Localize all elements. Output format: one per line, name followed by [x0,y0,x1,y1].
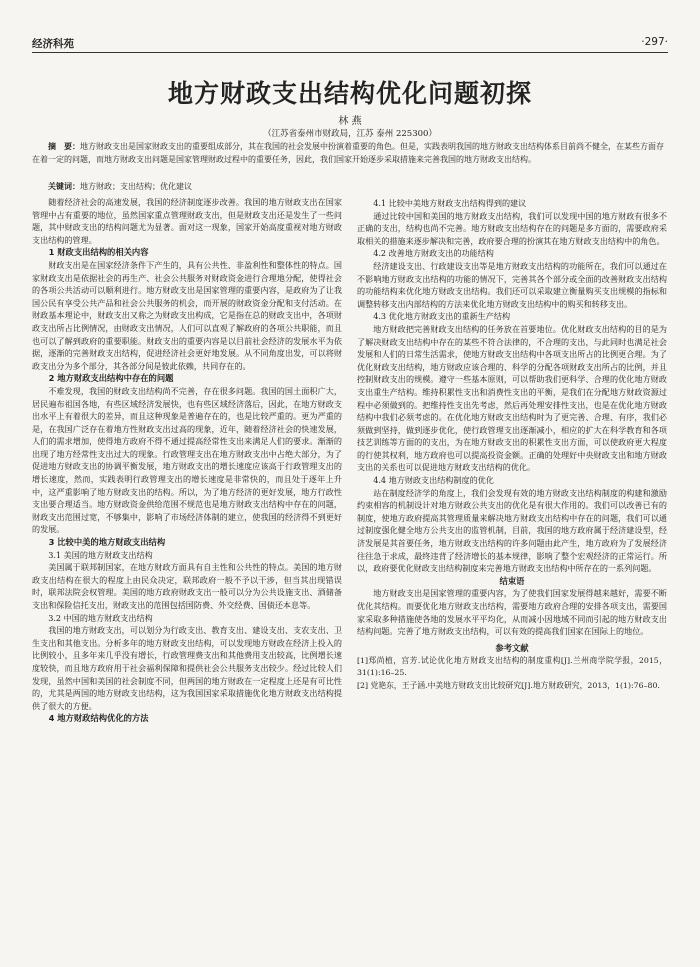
running-header [32,30,668,53]
references-heading: 参考文献 [495,642,529,653]
section-4-1-text: 通过比较中国和美国的地方财政支出结构，我们可以发现中国的地方财政有很多不正确的支出，结构也尚不完善。地方财政支出结构存在的问题是多方面的，需要政府采取相关的措施来逐步解决和完善，政府要合理的扮演其在地方财政支出结构中的角色。 [357,210,667,246]
section-3-1-text: 美国属于联邦制国家，在地方财政方面具有自主性和公共性的特点。美国的地方财政支出结构在很大的程度上由民众决定，联邦政府一般不予以干涉，但当其出现错误时，联邦法院会权管理。美国的地方政府财政支出一般可以分为公共设施支出、酒储备支出和保险信托支出，财政支出的范围包括国防费、外交经费、国债还本息等。 [32,562,342,610]
conclusion-heading: 结束语 [499,575,525,586]
section-4-3-heading: 4.3 优化地方财政支出的重新生产结构 [373,311,511,322]
section-3-2-text: 我国的地方财政支出，可以划分为行政支出、教育支出、建设支出、支农支出、卫生支出和其他支出。分析多年的地方财政支出结构，可以发现地方财政在经济上投入的比例较小，且多年来几乎没有增长，行政管理费支出和其他费用支出较高，比例增长速度较快，而且地方政府用于社会福利保障和提供社会公共服务支出较少。经过比较人们发现，虽然中国和美国的社会制度不同，但两国的地方财政在一定程度上还是有可比性的，尤其是两国的地方财政支出结构，这为我国国家采取措施优化地方财政支出结构提供了很大的方便。 [32,625,342,711]
journal-name: 经济科苑 [32,38,74,50]
author-affiliation: （江苏省泰州市财政局，江苏 泰州 225300） [263,129,437,139]
reference-item: [1]郑尚植，宫芳.试论优化地方财政支出结构的制度重构[J].兰州商学院学报，2015，31(1):16–25. [357,655,667,678]
section-4-3-text: 地方财政把完善财政支出结构的任务放在首要地位。优化财政支出结构的目的是为了解决财政支出结构中存在的某些不符合法律的，不合理的支出，与此同时也满足社会发展和人们的日常生活需求，使地方财政支出结构中各项支出所占的比例更合理。为了优化财政支出结构，地方财政应该合理的、科学的分配各项财政支出所占的比例，并且控制财政支出的规模。遵守一些基本原则，可以帮助我们更科学、合理的优化地方财政支出重生产结构。维持积累性支出和消费性支出的平衡，是我们在分配地方财政资源过程中必须做到的。把维持性支出先考虑，然后再处理安排性支出，也是在优化地方财政结构中我们必须考虑的。在优化地方财政支出结构时为了更完善、合理、有序，我们必须做到坚持，做到逐步优化，使行政管理支出逐渐减小，相应的扩大在科学教育和各项技艺训练等方面的的支出，为在地方财政支出的积累性支出方面，可以使政府更大程度的行使其权利，地方政府也可以提高投资金额。正确的处理好中央财政支出和地方财政支出的关系也可以促进地方财政支出结构的优化。 [357,323,667,473]
section-4-2-heading: 4.2 改善地方财政支出的功能结构 [373,248,494,259]
conclusion-text: 地方财政支出是国家管理的重要内容，为了使我们国家发展得越来越好，需要不断优化其结构。而要优化地方财政支出结构，需要地方政府合理的安排各项支出，需要国家采取多种措施使各地的发展水平平均化，从而减小因地域不同而引起的地方财政支出结构问题。完善了地方财政支出结构，可以有效的提高我们国家在国际上的地位。 [357,588,667,637]
article-title: 地方财政支出结构优化问题初探 [167,79,532,108]
right-column [357,197,667,693]
section-4-heading: 4 地方财政结构优化的方法 [48,713,149,724]
keywords-text: 地方财政；支出结构；优化建议 [80,182,192,191]
section-2-heading: 2 地方财政支出结构中存在的问题 [48,373,174,384]
keywords [32,181,668,193]
section-3-1-heading: 3.1 美国的地方财政支出结构 [48,549,153,560]
author-name: 林 燕 [338,116,362,127]
intro-paragraph: 随着经济社会的高速发展，我国的经济制度逐步改善。我国的地方财政支出在国家管理中占有重要的地位，虽然国家重点管理财政支出，但是财政支出还是发生了一些问题，其中财政支出的结构问题尤为显著。面对这一现象，国家开始高度重视对地方财政支出结构的管理。 [32,197,342,245]
section-2-text: 不难发现，我国的财政支出结构尚不完善，存在很多问题。我国的国土面积广大，居民遍布祖国各地，有些区域经济发展快，也有些区域经济落后，因此，在地方财政支出水平上有着很大的差异，而且这种现象是普遍存在的，也是比较严重的。更为严重的是，在我国广泛存在着地方性财政支出过高的现象，近年，随着经济社会的快速发展，人们的需求增加，使得地方政府不得不通过提高经常性支出来满足人们的要求。渐渐的出现了地方经常性支出过大的现象。行政管理支出在地方财政支出中占绝大部分，为了促进地方财政支出的协调平衡发展，地方财政支出的增长速度应该高于行政管理支出的增长速度，然而，实践表明行政管理支出的增长速度是非常快的，而且处于逐年上升中，这严重影响了地方财政支出的结构。所以，为了地方经济的更好发展，地方行政性支出要合理适当。地方财政资金供给范围不规范也是地方财政支出结构中存在的问题，财政支出范围过宽，不够集中，影响了市场经济体制的建立，使我国的经济得不到更好的发展。 [32,385,342,535]
abstract-text: 地方财政支出是国家财政支出的重要组成部分，其在我国的社会发展中扮演着重要的角色。但是，实践表明我国的地方财政支出结构体系目前尚不健全，在某些方面存在着一定的问题，而地方财政支出问题是国家管理财政过程中的重要任务，因此，我们国家开始逐步采取措施来完善我国的地方财政支出结构。 [32,142,664,164]
section-1-text: 财政支出是在国家经济条件下产生的，具有公共性、非盈利性和整体性的特点。国家财政支出是依据社会的再生产、社会公共服务对财政资金进行合理地分配，使得社会的各项公共活动可以顺利进行。地方财政支出是国家管理的重要内容，是政府为了让我国公民有享受公共产品和社会公共服务的机会，而开展的财政资金分配和支付活动。在财政基本理论中，财政支出又称之为财政支出构成，它是指在总的财政支出中，各项财政支出所占比例情况，由财政支出情况，人们可以直观了解政府的各项公共职能，而且也可以了解到政府的重要职能。财政支出的重要内容是以目前社会经济的发展水平为依据，逐渐的完善财政支出结构，促进经济社会更好地发展。从不同角度出发，可以将财政支出分为多个部分，其各部分间是彼此依赖，共同存在的。 [32,259,342,371]
section-3-2-heading: 3.2 中国的地方财政支出结构 [48,612,153,623]
page-number: ·297· [641,36,668,48]
left-column [32,196,342,725]
section-3-heading: 3 比较中美的地方财政支出结构 [48,537,166,548]
section-1-heading: 1 财政支出结构的相关内容 [48,247,149,258]
section-4-4-text: 站在制度经济学的角度上，我们会发现有效的地方财政支出结构制度的构建和激励约束相容的机制设计对地方财政公共支出的优化是有很大作用的。我们可以改善已有的制度，使地方政府提高其管理质量来解决地方财政支出结构中存在的问题，我们可以通过制度强化健全地方公共支出的监管机制，目前，我国的地方政府属于经济建设型，经济发展是其首要任务，地方财政支出结构的许多问题由此产生，地方政府为了发展经济往往急于求成，最终违背了经济增长的基本规律，影响了整个宏观经济的正常运行。所以，政府要优化财政支出结构制度来完善地方财政支出结构中所存在的一系列问题。 [357,487,667,574]
keywords-label: 关键词： [48,182,80,191]
reference-item: [2] 党艳东，王子涵.中美地方财政支出比较研究[J].地方财政研究，2013，1(1):76–80. [357,680,660,690]
section-4-2-text: 经济建设支出、行政建设支出等是地方财政支出结构的功能所在，我们可以通过在不影响地方财政支出结构的功能的情况下，完善其各个部分或全面的改善财政支出结构的功能结构来优化地方财政支出结构。我们还可以采取建立衡量购买支出规模的指标和调整转移支出内部结构的方法来优化地方财政支出结构中的购买和转移支出。 [357,260,667,309]
section-4-1-heading: 4.1 比较中美地方财政支出结构得到的建议 [373,198,527,208]
abstract [32,141,668,166]
section-4-4-heading: 4.4 地方财政支出结构制度的优化 [373,475,494,486]
abstract-label: 摘 要： [48,142,80,151]
